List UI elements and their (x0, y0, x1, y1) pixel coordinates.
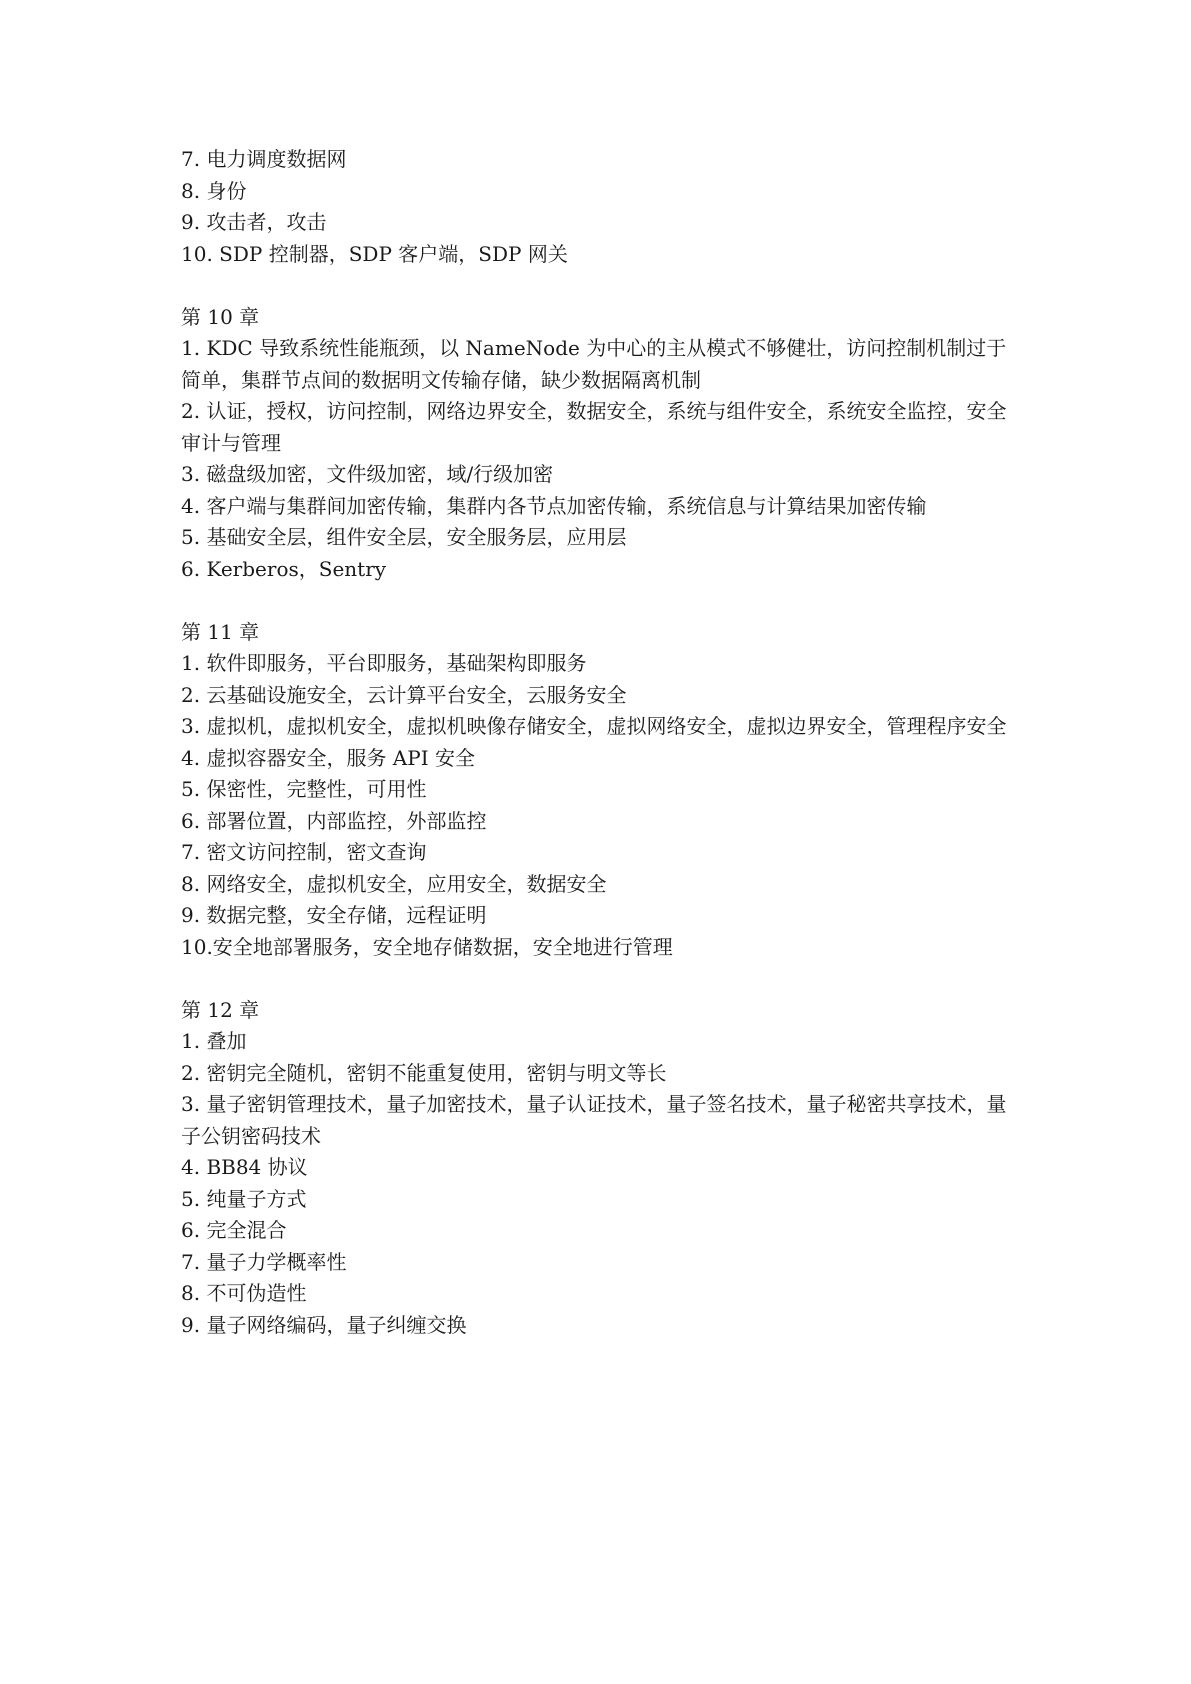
list-item: 2. 云基础设施安全，云计算平台安全，云服务安全 (181, 682, 627, 707)
section-chapter-11 (181, 617, 1021, 964)
list-item: 7. 量子力学概率性 (181, 1249, 347, 1274)
section-continued (181, 144, 1021, 270)
list-item: 3. 磁盘级加密，文件级加密，域/行级加密 (181, 462, 554, 486)
list-item: 7. 密文访问控制，密文查询 (181, 840, 427, 864)
list-item: 9. 量子网络编码，量子纠缠交换 (181, 1312, 467, 1337)
list-item: 5. 基础安全层，组件安全层，安全服务层，应用层 (181, 525, 627, 549)
answer-content (181, 144, 1021, 1341)
list-item: 8. 网络安全，虚拟机安全，应用安全，数据安全 (181, 871, 607, 896)
list-item: 5. 保密性，完整性，可用性 (181, 777, 427, 801)
list-item: 6. 部署位置，内部监控，外部监控 (181, 808, 487, 833)
list-item: 4. BB84 协议 (181, 1155, 308, 1179)
list-item: 3. 虚拟机，虚拟机安全，虚拟机映像存储安全，虚拟网络安全，虚拟边界安全，管理程序安全 (181, 714, 1007, 738)
list-item: 4. 客户端与集群间加密传输，集群内各节点加密传输，系统信息与计算结果加密传输 (181, 493, 927, 518)
list-item: 1. 叠加 (181, 1029, 247, 1053)
chapter-heading: 第 11 章 (181, 619, 260, 644)
list-item: 10. SDP 控制器，SDP 客户端，SDP 网关 (181, 241, 568, 266)
list-item: 3. 量子密钥管理技术，量子加密技术，量子认证技术，量子签名技术，量子秘密共享技术，量子公钥密码技术 (181, 1092, 1007, 1148)
list-item: 2. 密钥完全随机，密钥不能重复使用，密钥与明文等长 (181, 1060, 667, 1085)
list-item: 1. KDC 导致系统性能瓶颈，以 NameNode 为中心的主从模式不够健壮，访问控制机制过于简单，集群节点间的数据明文传输存储，缺少数据隔离机制 (181, 336, 1007, 392)
section-chapter-10 (181, 302, 1021, 586)
section-chapter-12 (181, 995, 1021, 1342)
list-item: 9. 攻击者，攻击 (181, 210, 327, 234)
list-item: 2. 认证，授权，访问控制，网络边界安全，数据安全，系统与组件安全，系统安全监控，安全审计与管理 (181, 399, 1007, 455)
list-item: 6. Kerberos，Sentry (181, 556, 387, 581)
list-item: 8. 不可伪造性 (181, 1281, 307, 1305)
list-item: 4. 虚拟容器安全，服务 API 安全 (181, 745, 475, 770)
list-item: 6. 完全混合 (181, 1218, 287, 1242)
chapter-heading: 第 12 章 (181, 997, 260, 1022)
list-item: 8. 身份 (181, 178, 247, 203)
list-item: 1. 软件即服务，平台即服务，基础架构即服务 (181, 651, 587, 675)
list-item: 7. 电力调度数据网 (181, 147, 347, 171)
list-item: 5. 纯量子方式 (181, 1186, 307, 1211)
list-item: 9. 数据完整，安全存储，远程证明 (181, 903, 487, 927)
chapter-heading: 第 10 章 (181, 304, 260, 329)
list-item: 10.安全地部署服务，安全地存储数据，安全地进行管理 (181, 934, 673, 959)
